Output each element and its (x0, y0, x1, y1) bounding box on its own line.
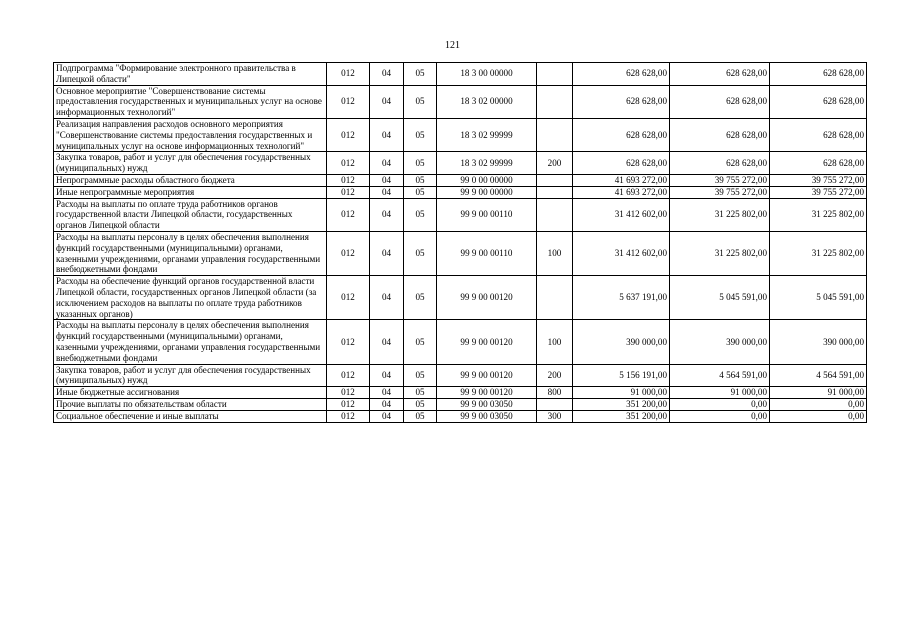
target-article-cell: 99 9 00 00120 (437, 276, 537, 320)
amount-year3-cell: 628 628,00 (770, 118, 867, 151)
grbs-code-cell: 012 (327, 85, 370, 118)
section-code-cell: 04 (370, 198, 404, 231)
subsection-code-cell: 05 (404, 198, 437, 231)
table-row (54, 198, 867, 231)
expense-type-cell (537, 174, 573, 186)
table-row (54, 410, 867, 422)
section-code-cell: 04 (370, 231, 404, 275)
subsection-code-cell: 05 (404, 118, 437, 151)
section-code-cell: 04 (370, 398, 404, 410)
expense-name-cell: Закупка товаров, работ и услуг для обеспечения государственных (муниципальных) нужд (54, 364, 327, 387)
expense-type-cell (537, 198, 573, 231)
amount-year3-cell: 628 628,00 (770, 85, 867, 118)
amount-year1-cell: 91 000,00 (573, 387, 670, 399)
grbs-code-cell: 012 (327, 152, 370, 175)
amount-year2-cell: 628 628,00 (670, 63, 770, 86)
expense-name-cell: Иные бюджетные ассигнования (54, 387, 327, 399)
expense-type-cell: 100 (537, 320, 573, 364)
amount-year3-cell: 31 225 802,00 (770, 198, 867, 231)
expense-type-cell (537, 118, 573, 151)
expense-name-cell: Подпрограмма "Формирование электронного правительства в Липецкой области" (54, 63, 327, 86)
table-row (54, 387, 867, 399)
subsection-code-cell: 05 (404, 152, 437, 175)
table-row (54, 152, 867, 175)
expense-name-cell: Закупка товаров, работ и услуг для обеспечения государственных (муниципальных) нужд (54, 152, 327, 175)
grbs-code-cell: 012 (327, 398, 370, 410)
subsection-code-cell: 05 (404, 364, 437, 387)
expense-type-cell (537, 85, 573, 118)
amount-year1-cell: 31 412 602,00 (573, 198, 670, 231)
expense-type-cell (537, 186, 573, 198)
amount-year1-cell: 628 628,00 (573, 152, 670, 175)
expense-name-cell: Иные непрограммные мероприятия (54, 186, 327, 198)
amount-year1-cell: 628 628,00 (573, 118, 670, 151)
grbs-code-cell: 012 (327, 118, 370, 151)
target-article-cell: 18 3 02 99999 (437, 152, 537, 175)
expense-type-cell (537, 63, 573, 86)
target-article-cell: 18 3 00 00000 (437, 63, 537, 86)
subsection-code-cell: 05 (404, 276, 437, 320)
table-row (54, 231, 867, 275)
amount-year1-cell: 351 200,00 (573, 398, 670, 410)
target-article-cell: 99 9 00 00120 (437, 320, 537, 364)
amount-year1-cell: 390 000,00 (573, 320, 670, 364)
subsection-code-cell: 05 (404, 174, 437, 186)
target-article-cell: 99 0 00 00000 (437, 174, 537, 186)
table-row (54, 276, 867, 320)
subsection-code-cell: 05 (404, 231, 437, 275)
amount-year2-cell: 39 755 272,00 (670, 186, 770, 198)
amount-year2-cell: 628 628,00 (670, 85, 770, 118)
grbs-code-cell: 012 (327, 276, 370, 320)
expense-type-cell (537, 398, 573, 410)
amount-year3-cell: 31 225 802,00 (770, 231, 867, 275)
subsection-code-cell: 05 (404, 398, 437, 410)
table-row (54, 186, 867, 198)
section-code-cell: 04 (370, 364, 404, 387)
subsection-code-cell: 05 (404, 85, 437, 118)
subsection-code-cell: 05 (404, 186, 437, 198)
section-code-cell: 04 (370, 63, 404, 86)
target-article-cell: 99 9 00 03050 (437, 410, 537, 422)
expense-type-cell: 800 (537, 387, 573, 399)
expense-name-cell: Расходы на выплаты по оплате труда работников органов государственной власти Липецкой области, государственных органов Липецкой области (54, 198, 327, 231)
section-code-cell: 04 (370, 276, 404, 320)
section-code-cell: 04 (370, 174, 404, 186)
amount-year3-cell: 628 628,00 (770, 152, 867, 175)
amount-year1-cell: 5 637 191,00 (573, 276, 670, 320)
section-code-cell: 04 (370, 118, 404, 151)
expense-name-cell: Непрограммные расходы областного бюджета (54, 174, 327, 186)
amount-year1-cell: 41 693 272,00 (573, 186, 670, 198)
amount-year1-cell: 628 628,00 (573, 85, 670, 118)
expense-type-cell: 200 (537, 364, 573, 387)
expense-name-cell: Основное мероприятие "Совершенствование системы предоставления государственных и муниципальных услуг на основе информационных технологий" (54, 85, 327, 118)
section-code-cell: 04 (370, 85, 404, 118)
expense-name-cell: Расходы на выплаты персоналу в целях обеспечения выполнения функций государственными (муниципальными) органами, казенными учреждениями, органами управления государственными внебюджетными фондами (54, 320, 327, 364)
grbs-code-cell: 012 (327, 198, 370, 231)
section-code-cell: 04 (370, 186, 404, 198)
amount-year2-cell: 0,00 (670, 398, 770, 410)
grbs-code-cell: 012 (327, 174, 370, 186)
table-row (54, 63, 867, 86)
target-article-cell: 18 3 02 00000 (437, 85, 537, 118)
amount-year2-cell: 0,00 (670, 410, 770, 422)
amount-year1-cell: 628 628,00 (573, 63, 670, 86)
amount-year3-cell: 39 755 272,00 (770, 186, 867, 198)
amount-year3-cell: 4 564 591,00 (770, 364, 867, 387)
amount-year3-cell: 0,00 (770, 410, 867, 422)
subsection-code-cell: 05 (404, 387, 437, 399)
grbs-code-cell: 012 (327, 387, 370, 399)
amount-year2-cell: 4 564 591,00 (670, 364, 770, 387)
grbs-code-cell: 012 (327, 320, 370, 364)
grbs-code-cell: 012 (327, 364, 370, 387)
expense-name-cell: Социальное обеспечение и иные выплаты (54, 410, 327, 422)
subsection-code-cell: 05 (404, 410, 437, 422)
table-row (54, 174, 867, 186)
amount-year2-cell: 628 628,00 (670, 118, 770, 151)
amount-year3-cell: 0,00 (770, 398, 867, 410)
amount-year3-cell: 628 628,00 (770, 63, 867, 86)
amount-year2-cell: 628 628,00 (670, 152, 770, 175)
subsection-code-cell: 05 (404, 63, 437, 86)
expense-name-cell: Расходы на выплаты персоналу в целях обеспечения выполнения функций государственными (муниципальными) органами, казенными учреждениями, органами управления государственными внебюджетными фондами (54, 231, 327, 275)
subsection-code-cell: 05 (404, 320, 437, 364)
grbs-code-cell: 012 (327, 231, 370, 275)
expense-type-cell: 100 (537, 231, 573, 275)
expense-name-cell: Реализация направления расходов основного мероприятия "Совершенствование системы предоставления государственных и муниципальных услуг на основе информационных технологий" (54, 118, 327, 151)
page-number: 121 (445, 40, 460, 51)
amount-year3-cell: 91 000,00 (770, 387, 867, 399)
expense-type-cell: 300 (537, 410, 573, 422)
target-article-cell: 18 3 02 99999 (437, 118, 537, 151)
amount-year2-cell: 39 755 272,00 (670, 174, 770, 186)
expense-name-cell: Расходы на обеспечение функций органов государственной власти Липецкой области, государственных органов Липецкой области (за исключением расходов на выплаты по оплате труда работников указанных органов) (54, 276, 327, 320)
table-row (54, 85, 867, 118)
table-row (54, 364, 867, 387)
amount-year2-cell: 5 045 591,00 (670, 276, 770, 320)
grbs-code-cell: 012 (327, 410, 370, 422)
target-article-cell: 99 9 00 00110 (437, 198, 537, 231)
section-code-cell: 04 (370, 152, 404, 175)
section-code-cell: 04 (370, 320, 404, 364)
section-code-cell: 04 (370, 410, 404, 422)
expense-name-cell: Прочие выплаты по обязательствам области (54, 398, 327, 410)
amount-year1-cell: 351 200,00 (573, 410, 670, 422)
expense-type-cell (537, 276, 573, 320)
grbs-code-cell: 012 (327, 186, 370, 198)
amount-year1-cell: 5 156 191,00 (573, 364, 670, 387)
table-row (54, 118, 867, 151)
amount-year2-cell: 31 225 802,00 (670, 198, 770, 231)
target-article-cell: 99 9 00 00120 (437, 364, 537, 387)
amount-year3-cell: 5 045 591,00 (770, 276, 867, 320)
budget-table (53, 62, 867, 423)
amount-year3-cell: 390 000,00 (770, 320, 867, 364)
amount-year1-cell: 31 412 602,00 (573, 231, 670, 275)
amount-year3-cell: 39 755 272,00 (770, 174, 867, 186)
target-article-cell: 99 9 00 00110 (437, 231, 537, 275)
table-row (54, 398, 867, 410)
target-article-cell: 99 9 00 03050 (437, 398, 537, 410)
section-code-cell: 04 (370, 387, 404, 399)
target-article-cell: 99 9 00 00120 (437, 387, 537, 399)
amount-year2-cell: 31 225 802,00 (670, 231, 770, 275)
amount-year1-cell: 41 693 272,00 (573, 174, 670, 186)
amount-year2-cell: 91 000,00 (670, 387, 770, 399)
amount-year2-cell: 390 000,00 (670, 320, 770, 364)
grbs-code-cell: 012 (327, 63, 370, 86)
table-body (54, 63, 867, 423)
table-row (54, 320, 867, 364)
target-article-cell: 99 9 00 00000 (437, 186, 537, 198)
expense-type-cell: 200 (537, 152, 573, 175)
